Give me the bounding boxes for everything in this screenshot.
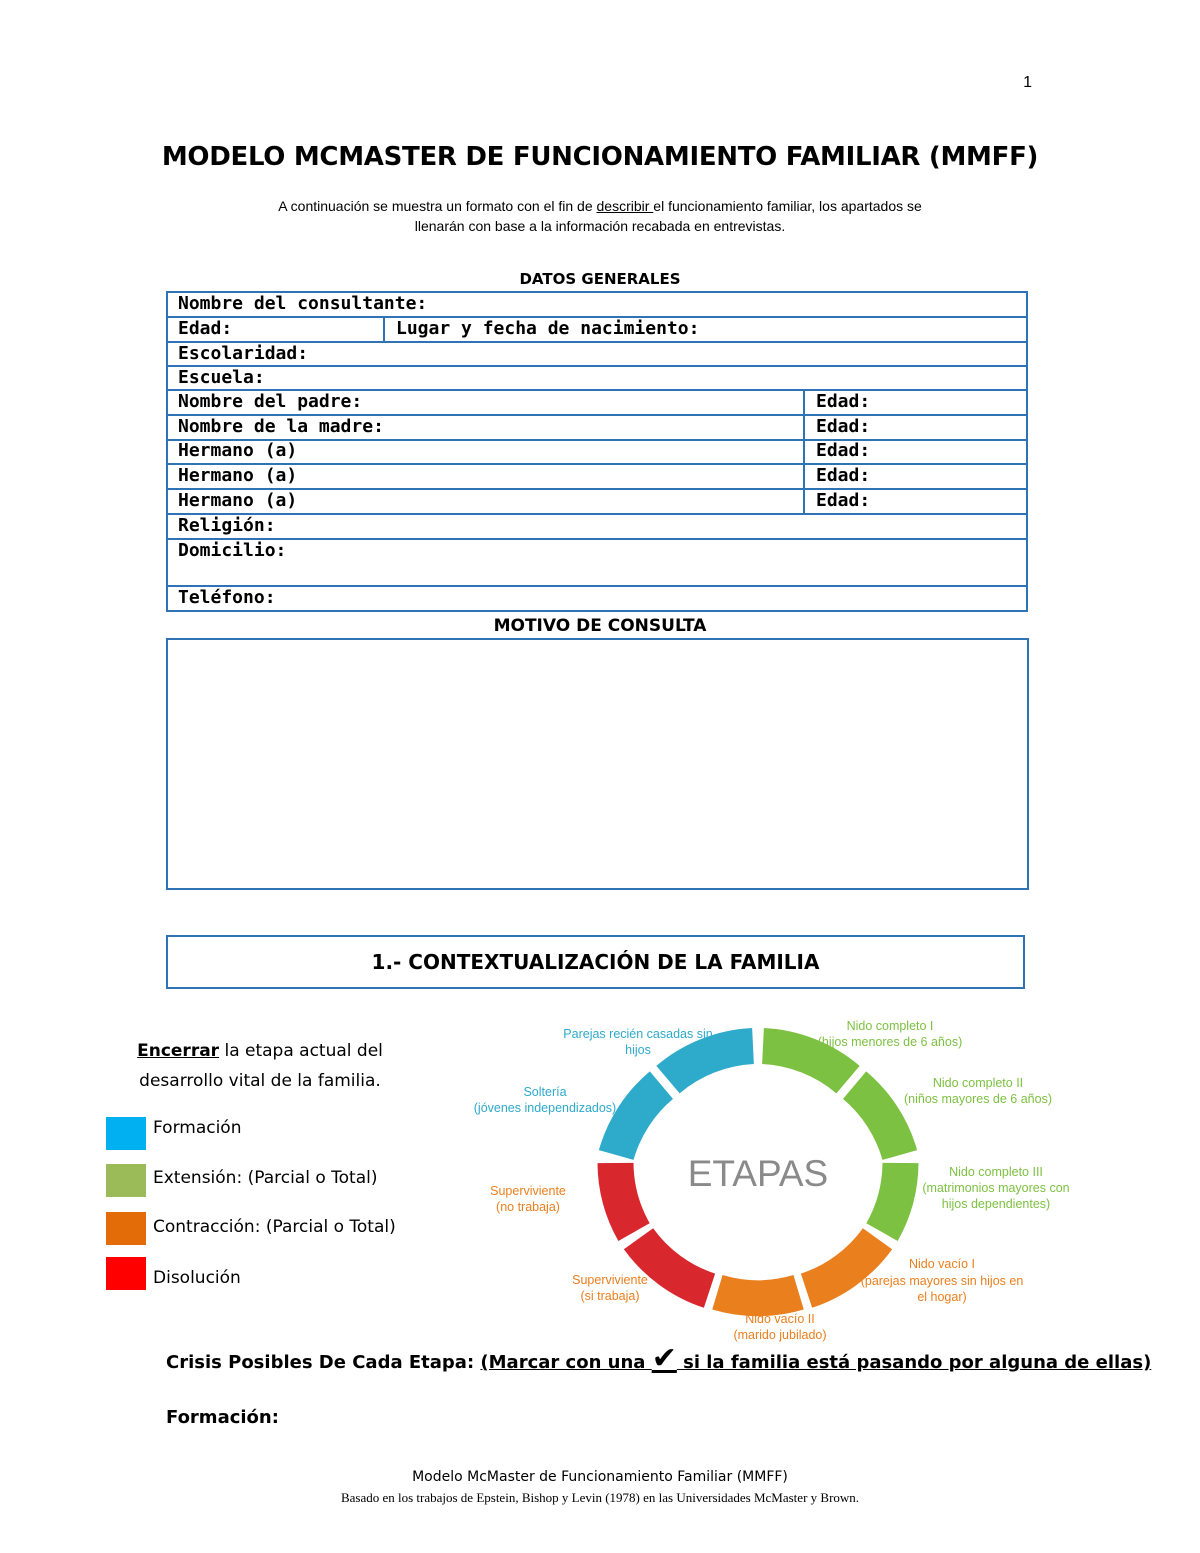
- segment-superv-no: [616, 1163, 635, 1232]
- intro-text-2: el funcionamiento familiar, los apartados se: [653, 198, 922, 214]
- label-solteria-1: Soltería: [523, 1085, 567, 1099]
- segment-solteria: [616, 1085, 661, 1155]
- field-religion[interactable]: Religión:: [178, 515, 276, 536]
- label-nido2-1: Nido completo II: [932, 1076, 1024, 1090]
- label-nido1-2: (hijos menores de 6 años): [817, 1035, 963, 1049]
- legend-label-disolucion: Disolución: [153, 1268, 241, 1288]
- field-telefono[interactable]: Teléfono:: [178, 587, 276, 608]
- label-superv-no-1: Superviviente: [490, 1184, 566, 1198]
- instruction-line-2: desarrollo vital de la familia.: [139, 1071, 381, 1091]
- intro-paragraph: [200, 196, 1000, 236]
- etapas-center-label: ETAPAS: [687, 1153, 829, 1194]
- field-nombre-consultante[interactable]: Nombre del consultante:: [178, 293, 428, 314]
- label-vacio1-1: Nido vacío I: [908, 1257, 976, 1271]
- instruction-rest: la etapa actual del: [219, 1041, 383, 1061]
- intro-text-1: A continuación se muestra un formato con el fin de: [278, 198, 597, 214]
- field-escolaridad[interactable]: Escolaridad:: [178, 343, 309, 364]
- label-parejas-1: Parejas recién casadas sin: [563, 1027, 713, 1041]
- checkmark-icon: ✔: [651, 1341, 677, 1376]
- instruction-text: [110, 1036, 410, 1096]
- datos-generales-table: [166, 291, 1028, 612]
- field-nombre-madre[interactable]: Nombre de la madre:: [178, 416, 384, 437]
- instruction-underlined: Encerrar: [137, 1041, 220, 1061]
- section-1-heading: [166, 935, 1025, 989]
- label-superv-no-2: (no trabaja): [496, 1200, 560, 1214]
- field-edad[interactable]: Edad:: [178, 318, 233, 339]
- legend-swatch-disolucion: [106, 1257, 146, 1290]
- footer-line-1: Modelo McMaster de Funcionamiento Familiar (MMFF): [412, 1469, 788, 1485]
- page-number: 1: [1023, 74, 1032, 91]
- formacion-heading: Formación:: [166, 1407, 279, 1428]
- field-lugar-fecha-nacimiento[interactable]: Lugar y fecha de nacimiento:: [396, 318, 700, 339]
- segment-superv-si: [639, 1239, 710, 1291]
- legend-label-contraccion: Contracción: (Parcial o Total): [153, 1217, 396, 1237]
- label-nido1-1: Nido completo I: [846, 1019, 934, 1033]
- segment-parejas: [668, 1046, 753, 1080]
- label-vacio2-2: (marido jubilado): [733, 1328, 827, 1342]
- label-vacio1-3: el hogar): [917, 1290, 967, 1304]
- field-edad-hermano-3[interactable]: Edad:: [816, 490, 871, 511]
- field-edad-hermano-2[interactable]: Edad:: [816, 465, 871, 486]
- field-nombre-padre[interactable]: Nombre del padre:: [178, 391, 363, 412]
- legend-swatch-extension: [106, 1164, 146, 1197]
- label-superv-si-1: Superviviente: [572, 1273, 648, 1287]
- field-edad-padre[interactable]: Edad:: [816, 391, 871, 412]
- field-edad-madre[interactable]: Edad:: [816, 416, 871, 437]
- crisis-instruction: [166, 1341, 1152, 1376]
- crisis-prefix: Crisis Posibles De Cada Etapa:: [166, 1352, 481, 1373]
- segment-nido-completo-1: [763, 1046, 848, 1080]
- field-edad-hermano-1[interactable]: Edad:: [816, 440, 871, 461]
- intro-text-3: llenarán con base a la información recabada en entrevistas.: [414, 218, 786, 234]
- label-solteria-2: (jóvenes independizados): [473, 1101, 617, 1115]
- label-vacio1-2: (parejas mayores sin hijos en: [860, 1274, 1024, 1288]
- label-superv-si-2: (si trabaja): [580, 1289, 640, 1303]
- label-vacio2-1: Nido vacío II: [745, 1312, 815, 1326]
- intro-underlined: describir: [596, 198, 654, 214]
- label-parejas-2: hijos: [625, 1043, 651, 1057]
- legend-label-formacion: Formación: [153, 1118, 242, 1138]
- legend-swatch-contraccion: [106, 1212, 146, 1245]
- crisis-underlined-b: si la familia está pasando por alguna de ellas): [676, 1352, 1152, 1373]
- segment-nido-completo-2: [855, 1085, 900, 1155]
- label-nido3-1: Nido completo III: [949, 1165, 1043, 1179]
- label-nido2-2: (niños mayores de 6 años): [904, 1092, 1052, 1106]
- etapas-diagram: [440, 1000, 1100, 1345]
- datos-generales-title: DATOS GENERALES: [519, 270, 681, 288]
- field-domicilio[interactable]: Domicilio:: [178, 540, 287, 561]
- field-escuela[interactable]: Escuela:: [178, 367, 265, 388]
- legend-label-extension: Extensión: (Parcial o Total): [153, 1168, 378, 1188]
- footer-line-2: Basado en los trabajos de Epstein, Bishop y Levin (1978) en las Universidades McMaster y Brown.: [340, 1490, 860, 1505]
- segment-nido-completo-3: [882, 1163, 901, 1232]
- field-hermano-1[interactable]: Hermano (a): [178, 440, 298, 461]
- label-nido3-3: hijos dependientes): [941, 1197, 1051, 1211]
- label-nido3-2: (matrimonios mayores con: [922, 1181, 1070, 1195]
- segment-nido-vacio-2: [717, 1292, 798, 1298]
- section-1-title: 1.- CONTEXTUALIZACIÓN DE LA FAMILIA: [371, 950, 820, 974]
- field-hermano-3[interactable]: Hermano (a): [178, 490, 298, 511]
- crisis-underlined-a: (Marcar con una: [480, 1352, 652, 1373]
- motivo-consulta-box[interactable]: [166, 638, 1029, 890]
- field-hermano-2[interactable]: Hermano (a): [178, 465, 298, 486]
- motivo-consulta-title: MOTIVO DE CONSULTA: [493, 616, 707, 636]
- document-title: MODELO MCMASTER DE FUNCIONAMIENTO FAMILIAR (MMFF): [161, 142, 1039, 172]
- legend-swatch-formacion: [106, 1117, 146, 1150]
